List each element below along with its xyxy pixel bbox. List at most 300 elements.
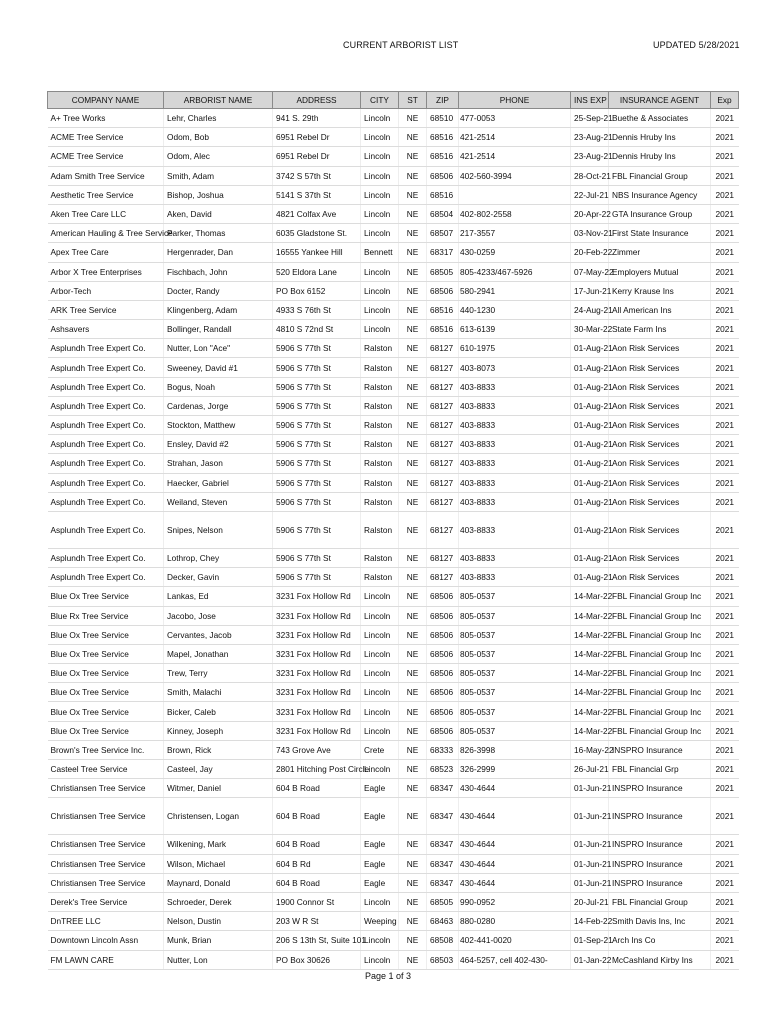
- state-cell: NE: [399, 492, 427, 511]
- ins-exp-cell: 14-Mar-22: [571, 644, 609, 663]
- arborist-name-cell: Docter, Randy: [164, 281, 273, 300]
- arborist-name-cell: Sweeney, David #1: [164, 358, 273, 377]
- phone-cell: 430-4644: [459, 835, 571, 854]
- arborist-name-cell: Christensen, Logan: [164, 798, 273, 835]
- zip-cell: 68506: [427, 664, 459, 683]
- company-name-cell: Blue Ox Tree Service: [48, 644, 164, 663]
- exp-cell: 2021: [711, 779, 739, 798]
- city-cell: Ralston: [361, 339, 399, 358]
- ins-exp-cell: 01-Aug-21: [571, 435, 609, 454]
- company-name-cell: Christiansen Tree Service: [48, 873, 164, 892]
- exp-cell: 2021: [711, 166, 739, 185]
- table-row: [48, 473, 739, 492]
- col-company-name: COMPANY NAME: [48, 92, 164, 109]
- zip-cell: 68516: [427, 147, 459, 166]
- phone-cell: 440-1230: [459, 300, 571, 319]
- phone-cell: 826-3998: [459, 740, 571, 759]
- city-cell: Eagle: [361, 798, 399, 835]
- phone-cell: 403-8073: [459, 358, 571, 377]
- arborist-name-cell: Lankas, Ed: [164, 587, 273, 606]
- city-cell: Lincoln: [361, 109, 399, 128]
- insurance-agent-cell: First State Insurance: [609, 224, 711, 243]
- state-cell: NE: [399, 702, 427, 721]
- arborist-name-cell: Kinney, Joseph: [164, 721, 273, 740]
- arborist-name-cell: Haecker, Gabriel: [164, 473, 273, 492]
- insurance-agent-cell: Aon Risk Services: [609, 435, 711, 454]
- exp-cell: 2021: [711, 702, 739, 721]
- phone-cell: 805-0537: [459, 683, 571, 702]
- exp-cell: 2021: [711, 435, 739, 454]
- address-cell: 5906 S 77th St: [273, 473, 361, 492]
- city-cell: Crete: [361, 740, 399, 759]
- arborist-name-cell: Weiland, Steven: [164, 492, 273, 511]
- zip-cell: 68506: [427, 166, 459, 185]
- arborist-name-cell: Maynard, Donald: [164, 873, 273, 892]
- zip-cell: 68347: [427, 873, 459, 892]
- company-name-cell: Adam Smith Tree Service: [48, 166, 164, 185]
- insurance-agent-cell: Aon Risk Services: [609, 377, 711, 396]
- table-row: [48, 416, 739, 435]
- arborist-name-cell: Snipes, Nelson: [164, 511, 273, 548]
- city-cell: Lincoln: [361, 320, 399, 339]
- ins-exp-cell: 23-Aug-21: [571, 128, 609, 147]
- exp-cell: 2021: [711, 931, 739, 950]
- zip-cell: 68127: [427, 396, 459, 415]
- company-name-cell: Aken Tree Care LLC: [48, 204, 164, 223]
- col-arborist-name: ARBORIST NAME: [164, 92, 273, 109]
- address-cell: 3231 Fox Hollow Rd: [273, 606, 361, 625]
- ins-exp-cell: 01-Aug-21: [571, 416, 609, 435]
- ins-exp-cell: 14-Mar-22: [571, 587, 609, 606]
- company-name-cell: Christiansen Tree Service: [48, 798, 164, 835]
- ins-exp-cell: 20-Apr-22: [571, 204, 609, 223]
- exp-cell: 2021: [711, 740, 739, 759]
- document-title: CURRENT ARBORIST LIST: [343, 40, 459, 50]
- table-row: [48, 950, 739, 969]
- address-cell: 6035 Gladstone St.: [273, 224, 361, 243]
- phone-cell: 402-560-3994: [459, 166, 571, 185]
- insurance-agent-cell: Aon Risk Services: [609, 358, 711, 377]
- address-cell: 3231 Fox Hollow Rd: [273, 644, 361, 663]
- page-number: Page 1 of 3: [365, 971, 412, 981]
- state-cell: NE: [399, 625, 427, 644]
- table-row: [48, 435, 739, 454]
- zip-cell: 68506: [427, 721, 459, 740]
- phone-cell: 217-3557: [459, 224, 571, 243]
- insurance-agent-cell: FBL Financial Group Inc: [609, 721, 711, 740]
- exp-cell: 2021: [711, 185, 739, 204]
- phone-cell: 402-441-0020: [459, 931, 571, 950]
- exp-cell: 2021: [711, 128, 739, 147]
- ins-exp-cell: 20-Feb-22: [571, 243, 609, 262]
- arborist-name-cell: Smith, Malachi: [164, 683, 273, 702]
- insurance-agent-cell: FBL Financial Grp: [609, 760, 711, 779]
- arborist-name-cell: Jacobo, Jose: [164, 606, 273, 625]
- company-name-cell: Blue Ox Tree Service: [48, 664, 164, 683]
- city-cell: Ralston: [361, 416, 399, 435]
- city-cell: Lincoln: [361, 281, 399, 300]
- phone-cell: 805-0537: [459, 625, 571, 644]
- exp-cell: 2021: [711, 854, 739, 873]
- table-row: [48, 740, 739, 759]
- phone-cell: 403-8833: [459, 568, 571, 587]
- insurance-agent-cell: INSPRO Insurance: [609, 740, 711, 759]
- state-cell: NE: [399, 835, 427, 854]
- zip-cell: 68127: [427, 473, 459, 492]
- insurance-agent-cell: Dennis Hruby Ins: [609, 128, 711, 147]
- insurance-agent-cell: State Farm Ins: [609, 320, 711, 339]
- exp-cell: 2021: [711, 721, 739, 740]
- table-row: [48, 760, 739, 779]
- state-cell: NE: [399, 892, 427, 911]
- arborist-name-cell: Stockton, Matthew: [164, 416, 273, 435]
- state-cell: NE: [399, 606, 427, 625]
- phone-cell: [459, 185, 571, 204]
- phone-cell: 990-0952: [459, 892, 571, 911]
- table-row: [48, 644, 739, 663]
- arborist-name-cell: Casteel, Jay: [164, 760, 273, 779]
- zip-cell: 68347: [427, 835, 459, 854]
- exp-cell: 2021: [711, 243, 739, 262]
- zip-cell: 68127: [427, 454, 459, 473]
- address-cell: 604 B Road: [273, 873, 361, 892]
- arborist-name-cell: Bicker, Caleb: [164, 702, 273, 721]
- arborist-name-cell: Strahan, Jason: [164, 454, 273, 473]
- exp-cell: 2021: [711, 950, 739, 969]
- phone-cell: 403-8833: [459, 416, 571, 435]
- address-cell: 6951 Rebel Dr: [273, 147, 361, 166]
- city-cell: Eagle: [361, 779, 399, 798]
- arborist-name-cell: Schroeder, Derek: [164, 892, 273, 911]
- table-row: [48, 606, 739, 625]
- phone-cell: 403-8833: [459, 473, 571, 492]
- company-name-cell: Ashsavers: [48, 320, 164, 339]
- col-phone: PHONE: [459, 92, 571, 109]
- phone-cell: 403-8833: [459, 454, 571, 473]
- phone-cell: 613-6139: [459, 320, 571, 339]
- arborist-name-cell: Lothrop, Chey: [164, 548, 273, 567]
- city-cell: Ralston: [361, 358, 399, 377]
- address-cell: 3231 Fox Hollow Rd: [273, 625, 361, 644]
- address-cell: 6951 Rebel Dr: [273, 128, 361, 147]
- address-cell: 3742 S 57th St: [273, 166, 361, 185]
- address-cell: 743 Grove Ave: [273, 740, 361, 759]
- company-name-cell: Blue Rx Tree Service: [48, 606, 164, 625]
- address-cell: 5906 S 77th St: [273, 416, 361, 435]
- address-cell: 5906 S 77th St: [273, 511, 361, 548]
- arborist-name-cell: Bollinger, Randall: [164, 320, 273, 339]
- table-row: [48, 185, 739, 204]
- city-cell: Lincoln: [361, 300, 399, 319]
- phone-cell: 464-5257, cell 402-430-: [459, 950, 571, 969]
- insurance-agent-cell: Aon Risk Services: [609, 396, 711, 415]
- ins-exp-cell: 01-Aug-21: [571, 511, 609, 548]
- address-cell: 5906 S 77th St: [273, 435, 361, 454]
- state-cell: NE: [399, 435, 427, 454]
- insurance-agent-cell: Zimmer: [609, 243, 711, 262]
- city-cell: Lincoln: [361, 606, 399, 625]
- address-cell: 206 S 13th St, Suite 101: [273, 931, 361, 950]
- address-cell: 5906 S 77th St: [273, 377, 361, 396]
- zip-cell: 68516: [427, 320, 459, 339]
- city-cell: Ralston: [361, 396, 399, 415]
- company-name-cell: Blue Ox Tree Service: [48, 702, 164, 721]
- zip-cell: 68127: [427, 548, 459, 567]
- insurance-agent-cell: Aon Risk Services: [609, 473, 711, 492]
- zip-cell: 68347: [427, 779, 459, 798]
- table-row: [48, 147, 739, 166]
- arborist-name-cell: Lehr, Charles: [164, 109, 273, 128]
- table-row: [48, 511, 739, 548]
- table-row: [48, 912, 739, 931]
- table-row: [48, 587, 739, 606]
- arborist-name-cell: Cervantes, Jacob: [164, 625, 273, 644]
- exp-cell: 2021: [711, 281, 739, 300]
- ins-exp-cell: 20-Jul-21: [571, 892, 609, 911]
- address-cell: 203 W R St: [273, 912, 361, 931]
- ins-exp-cell: 14-Mar-22: [571, 625, 609, 644]
- company-name-cell: Asplundh Tree Expert Co.: [48, 358, 164, 377]
- ins-exp-cell: 17-Jun-21: [571, 281, 609, 300]
- city-cell: Lincoln: [361, 931, 399, 950]
- exp-cell: 2021: [711, 511, 739, 548]
- state-cell: NE: [399, 358, 427, 377]
- insurance-agent-cell: Aon Risk Services: [609, 511, 711, 548]
- zip-cell: 68503: [427, 950, 459, 969]
- exp-cell: 2021: [711, 683, 739, 702]
- exp-cell: 2021: [711, 798, 739, 835]
- company-name-cell: Derek's Tree Service: [48, 892, 164, 911]
- company-name-cell: Downtown Lincoln Assn: [48, 931, 164, 950]
- zip-cell: 68317: [427, 243, 459, 262]
- insurance-agent-cell: INSPRO Insurance: [609, 798, 711, 835]
- company-name-cell: Blue Ox Tree Service: [48, 587, 164, 606]
- insurance-agent-cell: FBL Financial Group Inc: [609, 625, 711, 644]
- col-city: CITY: [361, 92, 399, 109]
- address-cell: 604 B Road: [273, 798, 361, 835]
- phone-cell: 421-2514: [459, 128, 571, 147]
- phone-cell: 430-4644: [459, 873, 571, 892]
- table-row: [48, 204, 739, 223]
- ins-exp-cell: 01-Jun-21: [571, 798, 609, 835]
- zip-cell: 68506: [427, 702, 459, 721]
- exp-cell: 2021: [711, 892, 739, 911]
- company-name-cell: Arbor-Tech: [48, 281, 164, 300]
- phone-cell: 805-0537: [459, 587, 571, 606]
- address-cell: PO Box 30626: [273, 950, 361, 969]
- company-name-cell: Asplundh Tree Expert Co.: [48, 396, 164, 415]
- zip-cell: 68127: [427, 435, 459, 454]
- insurance-agent-cell: NBS Insurance Agency: [609, 185, 711, 204]
- table-row: [48, 568, 739, 587]
- table-row: [48, 454, 739, 473]
- zip-cell: 68127: [427, 568, 459, 587]
- phone-cell: 326-2999: [459, 760, 571, 779]
- table-body: [48, 109, 739, 970]
- zip-cell: 68506: [427, 644, 459, 663]
- ins-exp-cell: 01-Jun-21: [571, 779, 609, 798]
- zip-cell: 68127: [427, 416, 459, 435]
- insurance-agent-cell: Aon Risk Services: [609, 339, 711, 358]
- address-cell: 16555 Yankee Hill: [273, 243, 361, 262]
- state-cell: NE: [399, 740, 427, 759]
- company-name-cell: DnTREE LLC: [48, 912, 164, 931]
- zip-cell: 68516: [427, 185, 459, 204]
- insurance-agent-cell: Buethe & Associates: [609, 109, 711, 128]
- state-cell: NE: [399, 281, 427, 300]
- table-row: [48, 300, 739, 319]
- city-cell: Eagle: [361, 835, 399, 854]
- table-row: [48, 243, 739, 262]
- col-state: ST: [399, 92, 427, 109]
- col-ins-exp: INS EXP: [571, 92, 609, 109]
- arborist-name-cell: Munk, Brian: [164, 931, 273, 950]
- col-zip: ZIP: [427, 92, 459, 109]
- ins-exp-cell: 01-Aug-21: [571, 377, 609, 396]
- city-cell: Lincoln: [361, 224, 399, 243]
- company-name-cell: Blue Ox Tree Service: [48, 625, 164, 644]
- ins-exp-cell: 14-Mar-22: [571, 702, 609, 721]
- table-row: [48, 721, 739, 740]
- exp-cell: 2021: [711, 339, 739, 358]
- address-cell: 5141 S 37th St: [273, 185, 361, 204]
- company-name-cell: Asplundh Tree Expert Co.: [48, 435, 164, 454]
- zip-cell: 68506: [427, 281, 459, 300]
- company-name-cell: Asplundh Tree Expert Co.: [48, 568, 164, 587]
- zip-cell: 68347: [427, 854, 459, 873]
- zip-cell: 68347: [427, 798, 459, 835]
- table-row: [48, 798, 739, 835]
- insurance-agent-cell: Aon Risk Services: [609, 416, 711, 435]
- arborist-name-cell: Mapel, Jonathan: [164, 644, 273, 663]
- state-cell: NE: [399, 511, 427, 548]
- insurance-agent-cell: Employers Mutual: [609, 262, 711, 281]
- company-name-cell: Asplundh Tree Expert Co.: [48, 416, 164, 435]
- state-cell: NE: [399, 644, 427, 663]
- arborist-name-cell: Decker, Gavin: [164, 568, 273, 587]
- state-cell: NE: [399, 760, 427, 779]
- city-cell: Lincoln: [361, 128, 399, 147]
- arborist-name-cell: Brown, Rick: [164, 740, 273, 759]
- city-cell: Lincoln: [361, 683, 399, 702]
- table-row: [48, 396, 739, 415]
- arborist-name-cell: Odom, Bob: [164, 128, 273, 147]
- arborist-name-cell: Fischbach, John: [164, 262, 273, 281]
- arborist-name-cell: Ensley, David #2: [164, 435, 273, 454]
- insurance-agent-cell: FBL Financial Group Inc: [609, 702, 711, 721]
- city-cell: Bennett: [361, 243, 399, 262]
- insurance-agent-cell: Aon Risk Services: [609, 492, 711, 511]
- state-cell: NE: [399, 128, 427, 147]
- city-cell: Lincoln: [361, 185, 399, 204]
- address-cell: 5906 S 77th St: [273, 568, 361, 587]
- city-cell: Lincoln: [361, 760, 399, 779]
- arborist-name-cell: Bishop, Joshua: [164, 185, 273, 204]
- phone-cell: 880-0280: [459, 912, 571, 931]
- zip-cell: 68333: [427, 740, 459, 759]
- insurance-agent-cell: Smith Davis Ins, Inc: [609, 912, 711, 931]
- exp-cell: 2021: [711, 204, 739, 223]
- ins-exp-cell: 30-Mar-22: [571, 320, 609, 339]
- table-row: [48, 166, 739, 185]
- address-cell: 3231 Fox Hollow Rd: [273, 664, 361, 683]
- address-cell: 3231 Fox Hollow Rd: [273, 683, 361, 702]
- state-cell: NE: [399, 396, 427, 415]
- city-cell: Ralston: [361, 377, 399, 396]
- zip-cell: 68505: [427, 892, 459, 911]
- phone-cell: 421-2514: [459, 147, 571, 166]
- arborist-table: [47, 91, 739, 970]
- city-cell: Lincoln: [361, 625, 399, 644]
- city-cell: Lincoln: [361, 892, 399, 911]
- city-cell: Ralston: [361, 473, 399, 492]
- table-header-row: [48, 92, 739, 109]
- state-cell: NE: [399, 243, 427, 262]
- state-cell: NE: [399, 873, 427, 892]
- insurance-agent-cell: INSPRO Insurance: [609, 854, 711, 873]
- insurance-agent-cell: GTA Insurance Group: [609, 204, 711, 223]
- state-cell: NE: [399, 147, 427, 166]
- phone-cell: 580-2941: [459, 281, 571, 300]
- address-cell: 3231 Fox Hollow Rd: [273, 587, 361, 606]
- company-name-cell: Asplundh Tree Expert Co.: [48, 548, 164, 567]
- company-name-cell: Asplundh Tree Expert Co.: [48, 339, 164, 358]
- table-row: [48, 281, 739, 300]
- table-row: [48, 548, 739, 567]
- zip-cell: 68516: [427, 128, 459, 147]
- company-name-cell: ACME Tree Service: [48, 147, 164, 166]
- ins-exp-cell: 14-Mar-22: [571, 683, 609, 702]
- zip-cell: 68506: [427, 606, 459, 625]
- company-name-cell: A+ Tree Works: [48, 109, 164, 128]
- arborist-name-cell: Trew, Terry: [164, 664, 273, 683]
- insurance-agent-cell: INSPRO Insurance: [609, 835, 711, 854]
- insurance-agent-cell: FBL Financial Group Inc: [609, 587, 711, 606]
- col-exp: Exp: [711, 92, 739, 109]
- zip-cell: 68506: [427, 625, 459, 644]
- phone-cell: 402-802-2558: [459, 204, 571, 223]
- state-cell: NE: [399, 300, 427, 319]
- ins-exp-cell: 16-May-22: [571, 740, 609, 759]
- phone-cell: 403-8833: [459, 377, 571, 396]
- table-row: [48, 625, 739, 644]
- state-cell: NE: [399, 224, 427, 243]
- insurance-agent-cell: FBL Financial Group Inc: [609, 606, 711, 625]
- insurance-agent-cell: FBL Financial Group: [609, 166, 711, 185]
- table-row: [48, 262, 739, 281]
- address-cell: 4821 Colfax Ave: [273, 204, 361, 223]
- exp-cell: 2021: [711, 358, 739, 377]
- phone-cell: 403-8833: [459, 511, 571, 548]
- phone-cell: 805-4233/467-5926: [459, 262, 571, 281]
- address-cell: 941 S. 29th: [273, 109, 361, 128]
- ins-exp-cell: 14-Feb-22: [571, 912, 609, 931]
- ins-exp-cell: 01-Aug-21: [571, 396, 609, 415]
- arborist-name-cell: Wilkening, Mark: [164, 835, 273, 854]
- city-cell: Ralston: [361, 435, 399, 454]
- zip-cell: 68510: [427, 109, 459, 128]
- insurance-agent-cell: Kerry Krause Ins: [609, 281, 711, 300]
- table-row: [48, 377, 739, 396]
- state-cell: NE: [399, 185, 427, 204]
- arborist-name-cell: Cardenas, Jorge: [164, 396, 273, 415]
- address-cell: 3231 Fox Hollow Rd: [273, 702, 361, 721]
- exp-cell: 2021: [711, 644, 739, 663]
- zip-cell: 68127: [427, 511, 459, 548]
- exp-cell: 2021: [711, 606, 739, 625]
- insurance-agent-cell: Dennis Hruby Ins: [609, 147, 711, 166]
- insurance-agent-cell: Arch Ins Co: [609, 931, 711, 950]
